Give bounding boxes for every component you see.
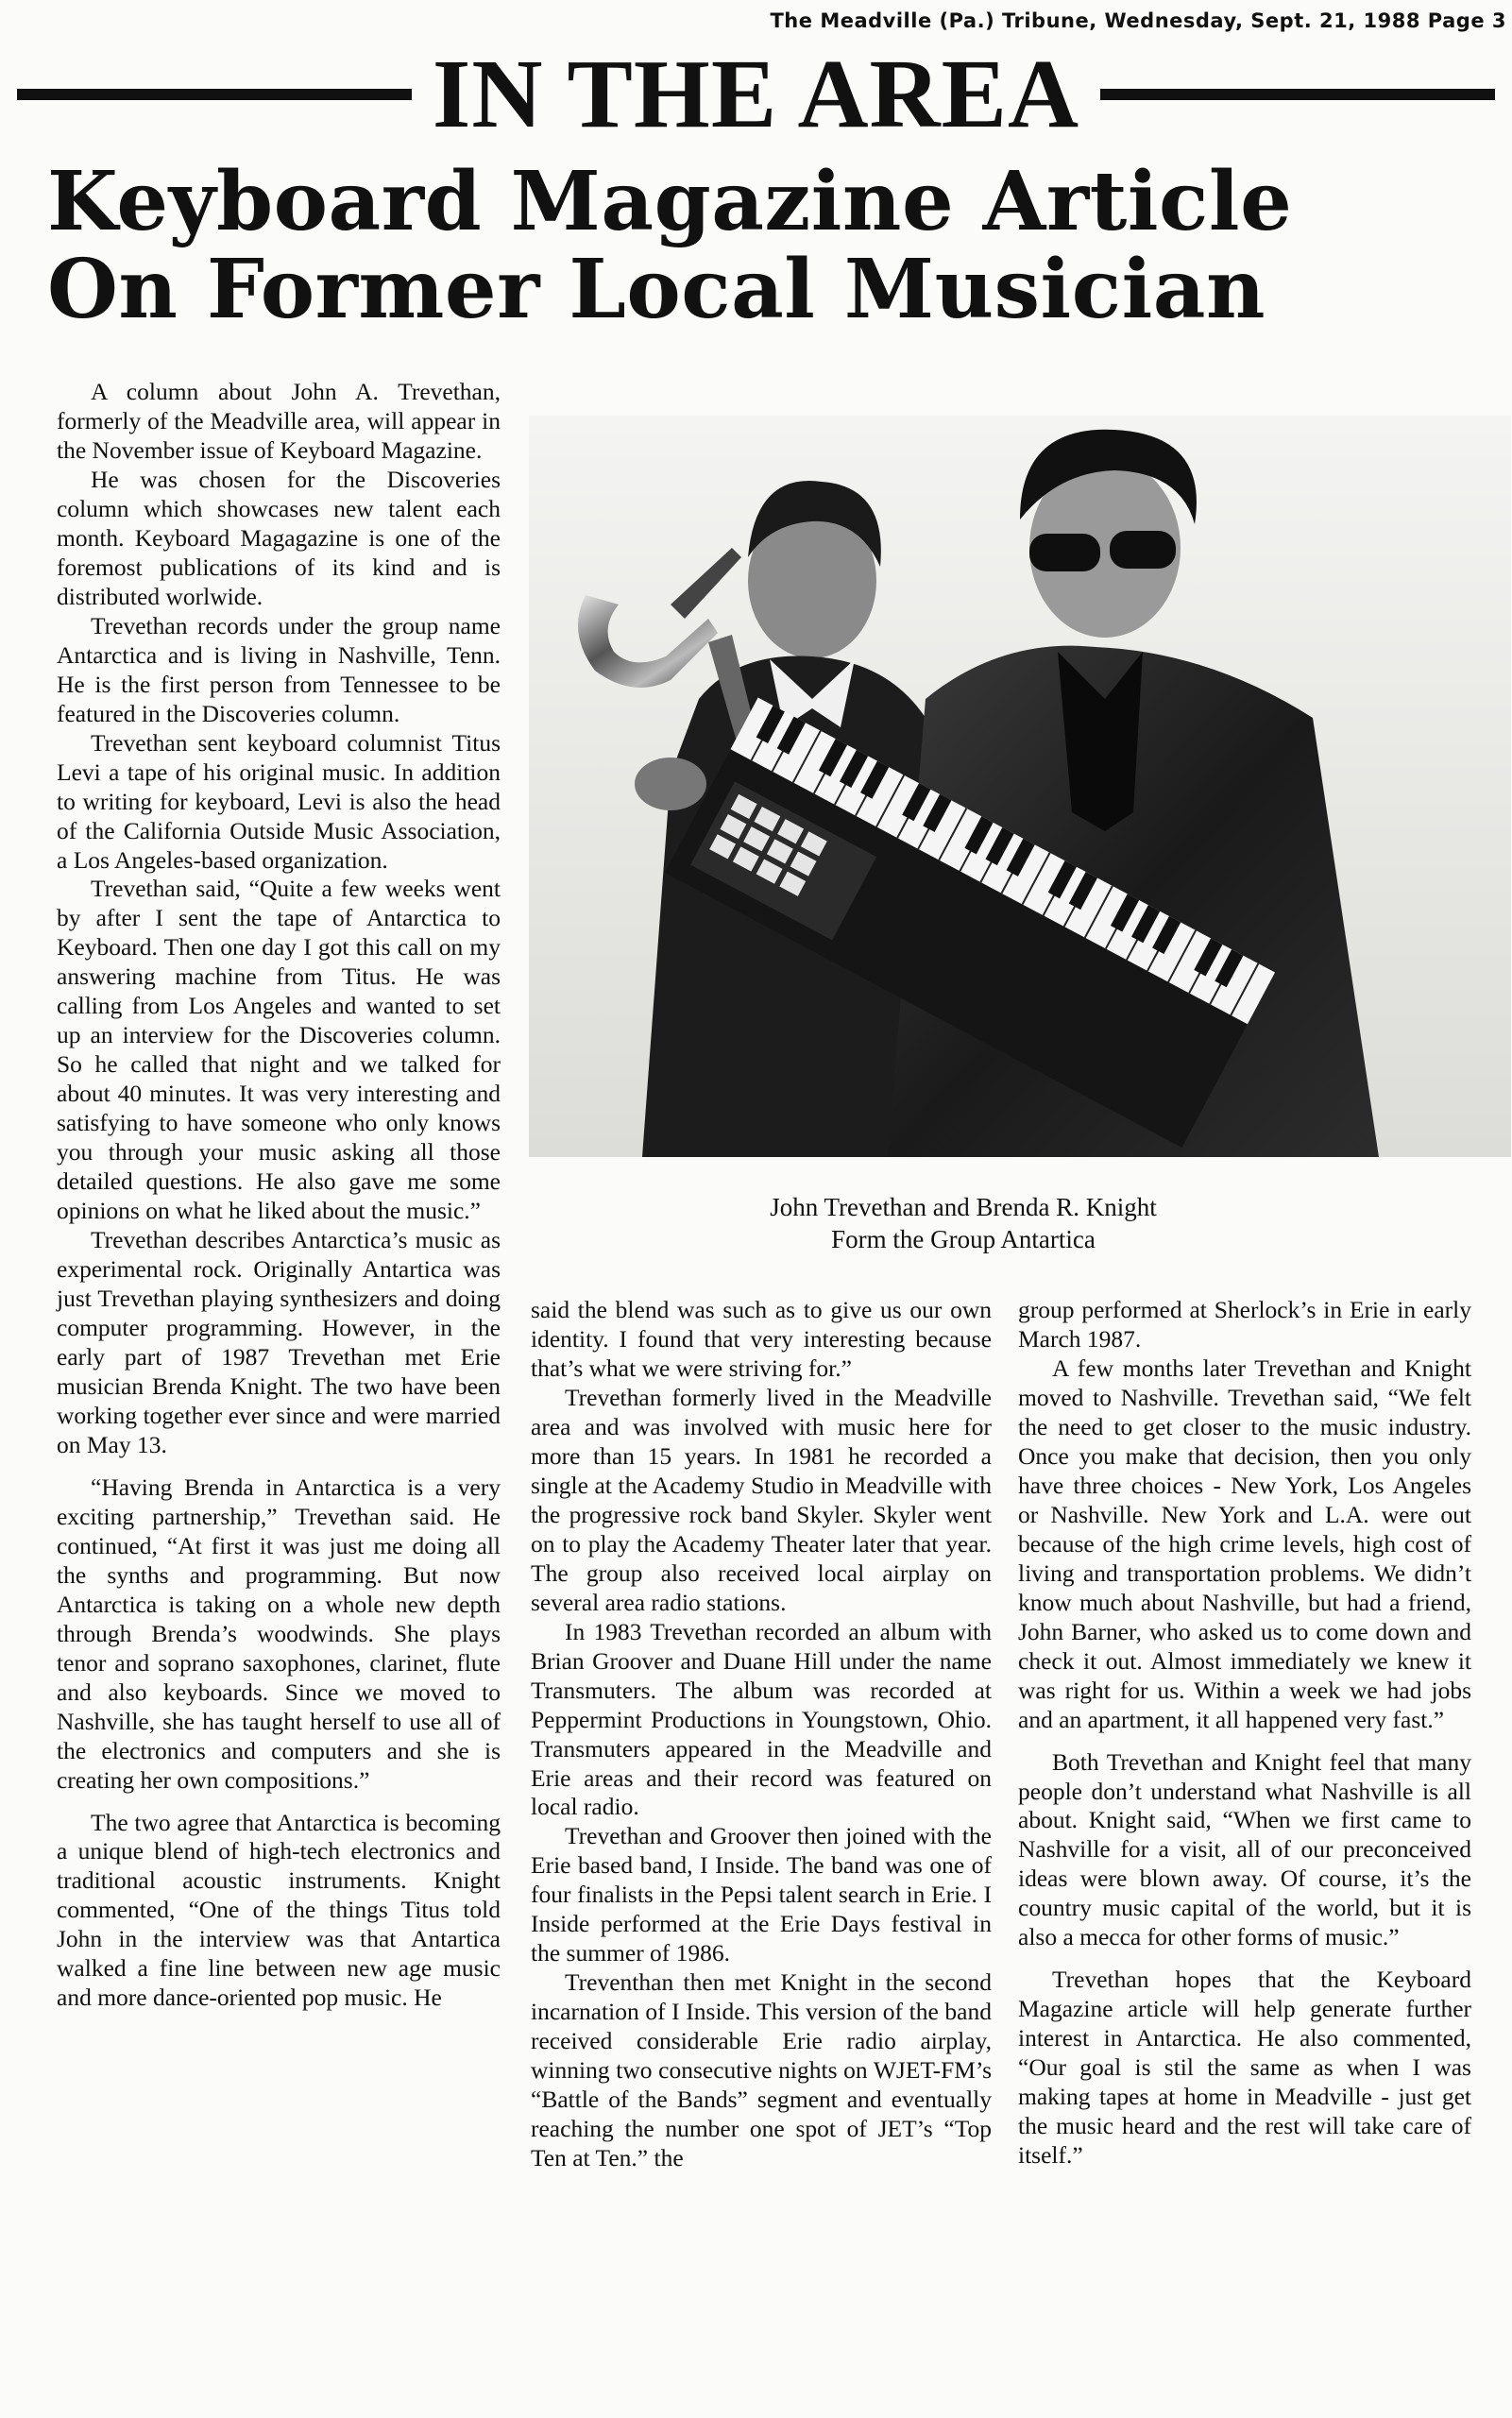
photo-caption [567, 1192, 1360, 1256]
paragraph: Treventhan then met Knight in the second incarnation of I Inside. This version of the band received considerable Erie radio airplay, winning two consecutive nights on WJET-FM’s “Battle of the Bands” segment and eventually reaching the number one spot of JET’s “Top Ten at Ten.” the [531, 1968, 992, 2172]
band-photo-illustration [529, 416, 1511, 1157]
paragraph: Both Trevethan and Knight feel that many people don’t understand what Nashville is all about. Knight said, “When we first came to Nashville for a visit, all of our preconceived ideas were blown away. Of course, it’s the country music capital of the world, but it is also a mecca for other forms of music.” [1018, 1747, 1471, 1951]
section-label: IN THE AREA [432, 39, 1080, 148]
headline-line-1: Keyboard Magazine Article [47, 154, 1293, 249]
paragraph: In 1983 Trevethan recorded an album with Brian Groover and Duane Hill under the name Transmuters. The album was recorded at Peppermint Productions in Youngstown, Ohio. Transmuters appeared in the Meadville and Erie areas and their record was featured on local radio. [531, 1617, 992, 1821]
paragraph: group performed at Sherlock’s in Erie in early March 1987. [1018, 1296, 1471, 1353]
headline [47, 154, 1473, 337]
masthead: The Meadville (Pa.) Tribune, Wednesday, Sept. 21, 1988 Page 3 [770, 9, 1506, 32]
article-column-3 [1018, 1296, 1471, 2171]
caption-line-1: John Trevethan and Brenda R. Knight [770, 1193, 1157, 1221]
paragraph: The two agree that Antarctica is becoming a unique blend of high-tech electronics and traditional acoustic instruments. Knight commented, “One of the things Titus told John in the interview was that Antartica walked a fine line between new age music and more dance-oriented pop music. He [57, 1808, 501, 2012]
paragraph: A column about John A. Trevethan, formerly of the Meadville area, will appear in the November issue of Keyboard Magazine. [57, 378, 501, 464]
paragraph: Trevethan records under the group name Antarctica and is living in Nashville, Tenn. He is the first person from Tennessee to be featured in the Discoveries column. [57, 611, 501, 727]
paragraph: Trevethan and Groover then joined with the Erie based band, I Inside. The band was one of four finalists in the Pepsi talent search in Erie. I Inside performed at the Erie Days festival in the summer of 1986. [531, 1822, 992, 1967]
banner-rule-left [17, 89, 412, 100]
paragraph: Trevethan said, “Quite a few weeks went by after I sent the tape of Antarctica to Keyboard. Then one day I got this call on my answering machine from Titus. He was calling from Los Angeles and wanted to set up an interview for the Discoveries column. So he called that night and we talked for about 40 minutes. It was very interesting and satisfying to have someone who only knows you through your music asking all those detailed questions. He also gave me some opinions on what he liked about the music.” [57, 875, 501, 1225]
article-column-2 [531, 1296, 992, 2173]
paragraph: Trevethan formerly lived in the Meadville area and was involved with music here for more than 15 years. In 1981 he recorded a single at the Academy Studio in Meadville with the progressive rock band Skyler. Skyler went on to play the Academy Theater later that year. The group also received local airplay on several area radio stations. [531, 1383, 992, 1616]
section-banner [17, 39, 1495, 148]
banner-rule-right [1100, 89, 1495, 100]
paragraph: said the blend was such as to give us our own identity. I found that very interesting because that’s what we were striving for.” [531, 1296, 992, 1382]
paragraph: Trevethan sent keyboard columnist Titus Levi a tape of his original music. In addition to writing for keyboard, Levi is also the head of the California Outside Music Association, a Los Angeles-based organization. [57, 728, 501, 874]
caption-line-2: Form the Group Antartica [831, 1224, 1096, 1253]
headline-line-2: On Former Local Musician [47, 241, 1266, 337]
article-column-1 [57, 378, 501, 2013]
paragraph: Trevethan describes Antarctica’s music as experimental rock. Originally Antartica was just Trevethan playing synthesizers and doing computer programming. However, in the early part of 1987 Trevethan met Erie musician Brenda Knight. The two have been working together ever since and were married on May 13. [57, 1226, 501, 1458]
paragraph: A few months later Trevethan and Knight moved to Nashville. Trevethan said, “We felt the need to get closer to the music industry. Once you make that decision, then you only have three choices - New York, Los Angeles or Nashville. New York and L.A. were out because of the high crime levels, high cost of living and transportation problems. We didn’t know much about Nashville, but had a friend, John Barner, who asked us to come down and check it out. Almost immediately we knew it was right for us. Within a week we had jobs and an apartment, it all happened very fast.” [1018, 1354, 1471, 1733]
paragraph: “Having Brenda in Antarctica is a very exciting partnership,” Trevethan said. He continued, “At first it was just me doing all the synths and programming. But now Antarctica is taking on a whole new depth through Brenda’s woodwinds. She plays tenor and soprano saxophones, clarinet, flute and also keyboards. Since we moved to Nashville, she has taught herself to use all of the electronics and computers and she is creating her own compositions.” [57, 1473, 501, 1794]
band-photo [529, 416, 1511, 1157]
paragraph: Trevethan hopes that the Keyboard Magazine article will help generate further interest in Antarctica. He also commented, “Our goal is stil the same as when I was making tapes at home in Meadville - just get the music heard and the rest will take care of itself.” [1018, 1966, 1471, 2170]
paragraph: He was chosen for the Discoveries column which showcases new talent each month. Keyboard Magagazine is one of the foremost publications of its kind and is distributed worlwide. [57, 465, 501, 610]
